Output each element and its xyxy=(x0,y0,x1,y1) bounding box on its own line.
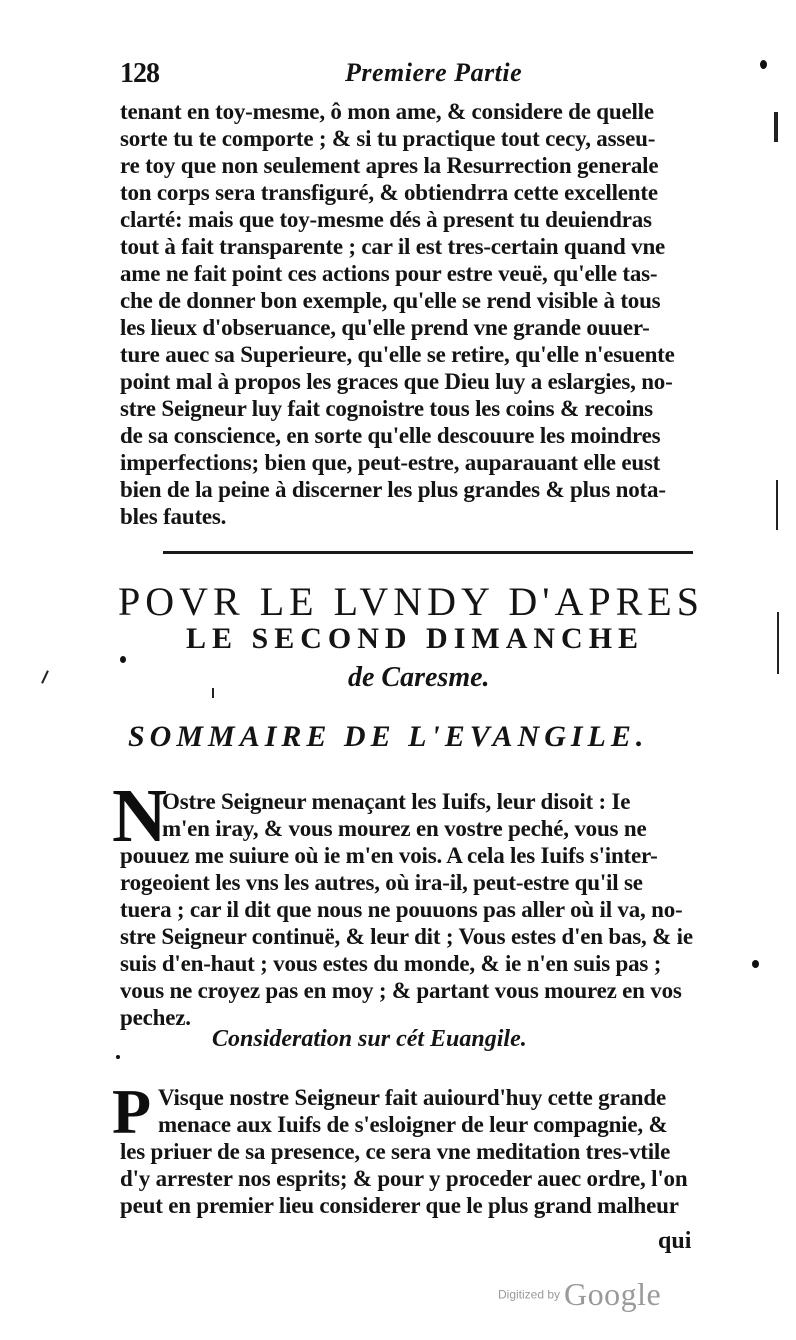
text-line: sorte tu te comporte ; & si tu practique tout cecy, asseu- xyxy=(120,126,656,151)
text-line: bles fautes. xyxy=(120,504,227,529)
text-line: menace aux Iuifs de s'esloigner de leur compagnie, & xyxy=(158,1112,668,1137)
text-line: vous ne croyez pas en moy ; & partant vous mourez en vos xyxy=(120,978,682,1003)
scan-mark xyxy=(776,480,778,530)
text-line: tuera ; car il dit que nous ne pouuons pas aller où il va, no- xyxy=(120,897,683,922)
scan-mark xyxy=(41,670,49,684)
text-line: les priuer de sa presence, ce sera vne meditation tres-vtile xyxy=(120,1139,671,1164)
section-title-line3: de Caresme. xyxy=(348,662,490,693)
summary-heading: SOMMAIRE DE L'EVANGILE. xyxy=(128,720,649,753)
section-title-line1: POVR LE LVNDY D'APRES xyxy=(118,579,704,624)
text-line: stre Seigneur continuë, & leur dit ; Vous estes d'en bas, & ie xyxy=(120,924,693,949)
text-line: bien de la peine à discerner les plus grandes & plus nota- xyxy=(120,477,666,502)
text-line: point mal à propos les graces que Dieu luy a eslargies, no- xyxy=(120,369,673,394)
text-line: rogeoient les vns les autres, où ira-il, peut-estre qu'il se xyxy=(120,870,643,895)
scan-mark xyxy=(212,688,214,698)
text-line: pechez. xyxy=(120,1005,191,1030)
text-line: d'y arrester nos esprits; & pour y proceder auec ordre, l'on xyxy=(120,1166,688,1191)
page-number: 128 xyxy=(120,58,159,89)
scan-mark xyxy=(774,112,778,142)
text-line: tenant en toy-mesme, ô mon ame, & considere de quelle xyxy=(120,99,654,124)
text-line: che de donner bon exemple, qu'elle se rend visible à tous xyxy=(120,288,661,313)
text-line: Visque nostre Seigneur fait auiourd'huy cette grande xyxy=(158,1085,666,1110)
running-header xyxy=(120,58,710,92)
section-title-line2: LE SECOND DIMANCHE xyxy=(186,622,645,655)
text-line: stre Seigneur luy fait cognoistre tous les coins & recoins xyxy=(120,396,653,421)
text-line: les lieux d'obseruance, qu'elle prend vne grande ouuer- xyxy=(120,315,650,340)
scan-speck xyxy=(760,60,767,69)
text-line: tout à fait transparente ; car il est tres-certain quand vne xyxy=(120,234,666,259)
text-line: ame ne fait point ces actions pour estre veuë, qu'elle tas- xyxy=(120,261,658,286)
text-line: ture auec sa Superieure, qu'elle se retire, qu'elle n'esuente xyxy=(120,342,675,367)
watermark-prefix: Digitized by xyxy=(498,1287,561,1302)
text-line: de sa conscience, en sorte qu'elle descouure les moindres xyxy=(120,423,661,448)
scan-speck xyxy=(120,656,126,663)
section-divider xyxy=(163,551,693,554)
text-line: imperfections; bien que, peut-estre, auparauant elle eust xyxy=(120,450,661,475)
drop-cap: P xyxy=(112,1076,152,1147)
text-line: peut en premier lieu considerer que le plus grand malheur xyxy=(120,1193,679,1218)
text-line: m'en iray, & vous mourez en vostre peché, vous ne xyxy=(162,816,647,841)
text-line: re toy que non seulement apres la Resurrection generale xyxy=(120,153,659,178)
drop-cap: N xyxy=(112,774,167,858)
scan-mark xyxy=(777,612,779,674)
text-line: ton corps sera transfiguré, & obtiendrra cette excellente xyxy=(120,180,658,205)
text-line: suis d'en-haut ; vous estes du monde, & ie n'en suis pas ; xyxy=(120,951,662,976)
google-logo: Google xyxy=(564,1276,662,1312)
scan-speck xyxy=(752,960,759,968)
text-line: Ostre Seigneur menaçant les Iuifs, leur disoit : Ie xyxy=(162,789,631,814)
digitized-watermark xyxy=(498,1276,661,1313)
text-line: clarté: mais que toy-mesme dés à present tu deuiendras xyxy=(120,207,652,232)
consideration-heading: Consideration sur cét Euangile. xyxy=(212,1026,527,1052)
scan-speck xyxy=(116,1055,120,1059)
running-title: Premiere Partie xyxy=(345,58,523,87)
text-line: pouuez me suiure où ie m'en vois. A cela les Iuifs s'inter- xyxy=(120,843,658,868)
catchword: qui xyxy=(658,1228,692,1254)
